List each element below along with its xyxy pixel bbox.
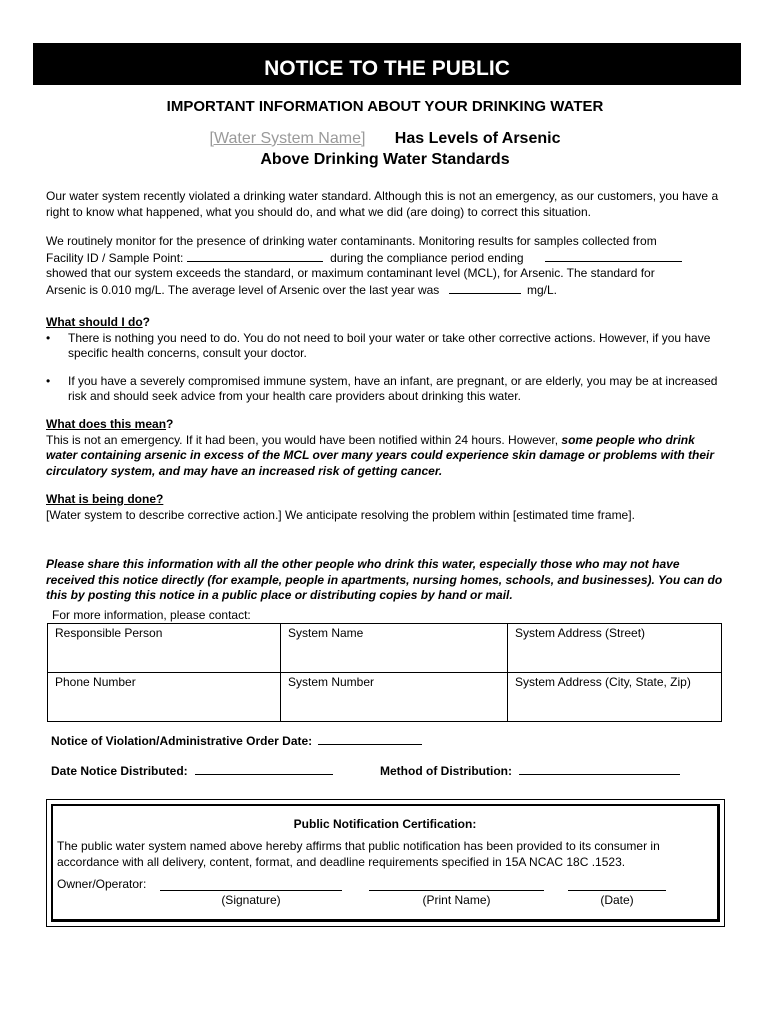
table-cell: System Name (281, 624, 508, 673)
table-cell: System Number (281, 673, 508, 722)
intro-paragraph: Our water system recently violated a drinking water standard. Although this is not an emergency, as our customers, you have a right to know what happened, what you should do, and what we did (are doing) to correct this situation. (46, 189, 719, 219)
violation-date-blank[interactable] (318, 733, 422, 745)
what-should-q: ? (142, 315, 150, 329)
monitor-line4 (46, 282, 726, 299)
headline (0, 130, 770, 148)
bullet-item-2 (46, 374, 726, 405)
what-means-heading: What does this mean (46, 417, 167, 431)
headline-part2: Above Drinking Water Standards (260, 151, 510, 168)
date-distributed-label: Date Notice Distributed: (51, 764, 188, 778)
contact-intro: For more information, please contact: (52, 608, 251, 622)
what-should-heading: What should I do (46, 315, 143, 329)
facility-blank[interactable] (187, 250, 323, 262)
signature-caption: (Signature) (221, 893, 281, 907)
certification-text: The public water system named above hereby affirms that public notification has been provided to its consumer in accordance with all delivery, content, format, and deadline requirements specified in 15A NCAC 18C .1523. (57, 839, 660, 869)
what-done-section (46, 492, 726, 523)
owner-operator-label: Owner/Operator: (57, 877, 147, 891)
monitoring-paragraph (46, 234, 726, 298)
date-distributed-blank[interactable] (195, 763, 333, 775)
violation-date-label: Notice of Violation/Administrative Order Date: (51, 734, 313, 748)
signature-blank[interactable] (160, 879, 342, 891)
monitor-line3: showed that our system exceeds the standard, or maximum contaminant level (MCL), for Arsenic. The standard for (46, 266, 655, 280)
certification-inner-frame (51, 804, 720, 922)
what-means-bold: some people who drink water containing arsenic in excess of the MCL over many years could experience skin damage or problems with their circulatory system, and may have an increased risk of getting cancer. (46, 432, 714, 478)
unit-label: mg/L. (527, 282, 558, 297)
what-done-text: [Water system to describe corrective action.] We anticipate resolving the problem within [estimated time frame]. (46, 507, 635, 522)
method-blank[interactable] (519, 763, 680, 775)
what-means-plain: This is not an emergency. If it had been, you would have been notified within 24 hours. However, (46, 432, 562, 447)
water-system-name-placeholder: [Water System Name] (209, 130, 366, 147)
monitor-line1: We routinely monitor for the presence of drinking water contaminants. Monitoring results for samples collected from (46, 234, 657, 248)
method-row (380, 763, 680, 778)
contact-table (47, 623, 722, 722)
period-blank[interactable] (545, 250, 682, 262)
bullet-dot: • (46, 330, 51, 345)
bullet-text-2: If you have a severely compromised immune system, have an infant, are pregnant, or are elderly, you may be at increased risk and should seek advice from your health care providers about drinking this water. (68, 373, 718, 403)
print-name-blank[interactable] (369, 879, 544, 891)
bullet-text-1: There is nothing you need to do. You do not need to boil your water or take other corrective actions. However, if you have specific health concerns, consult your doctor. (68, 330, 711, 360)
date-distributed-row (51, 763, 333, 778)
share-paragraph: Please share this information with all the other people who drink this water, especially those who may not have received this notice directly (for example, people in apartments, nursing homes, schools, and businesses). You can do this by posting this notice in a public place or distributing copies by hand or mail. (46, 557, 723, 602)
monitor-line2 (46, 250, 726, 267)
violation-date-row (51, 733, 422, 748)
what-should-section (46, 315, 726, 405)
what-means-q: ? (166, 417, 174, 431)
method-label: Method of Distribution: (380, 764, 512, 778)
certification-box (46, 799, 725, 927)
table-cell: Phone Number (48, 673, 281, 722)
date-blank[interactable] (568, 879, 666, 891)
facility-label: Facility ID / Sample Point: (46, 250, 184, 265)
table-cell: System Address (Street) (508, 624, 722, 673)
headline-part1: Has Levels of Arsenic (394, 130, 561, 147)
certification-title: Public Notification Certification: (293, 817, 477, 831)
what-done-heading: What is being done? (46, 492, 164, 506)
notice-banner: NOTICE TO THE PUBLIC (33, 43, 741, 85)
period-label: during the compliance period ending (330, 250, 524, 265)
table-cell: System Address (City, State, Zip) (508, 673, 722, 722)
table-row (48, 624, 722, 673)
date-caption: (Date) (600, 893, 634, 907)
average-blank[interactable] (449, 282, 521, 294)
table-cell: Responsible Person (48, 624, 281, 673)
bullet-dot: • (46, 373, 51, 388)
what-means-section (46, 417, 726, 479)
average-label: Arsenic is 0.010 mg/L. The average level of Arsenic over the last year was (46, 282, 440, 297)
table-row (48, 673, 722, 722)
print-name-caption: (Print Name) (422, 893, 491, 907)
bullet-item-1 (46, 331, 726, 362)
page-subtitle: IMPORTANT INFORMATION ABOUT YOUR DRINKING WATER (166, 98, 604, 115)
